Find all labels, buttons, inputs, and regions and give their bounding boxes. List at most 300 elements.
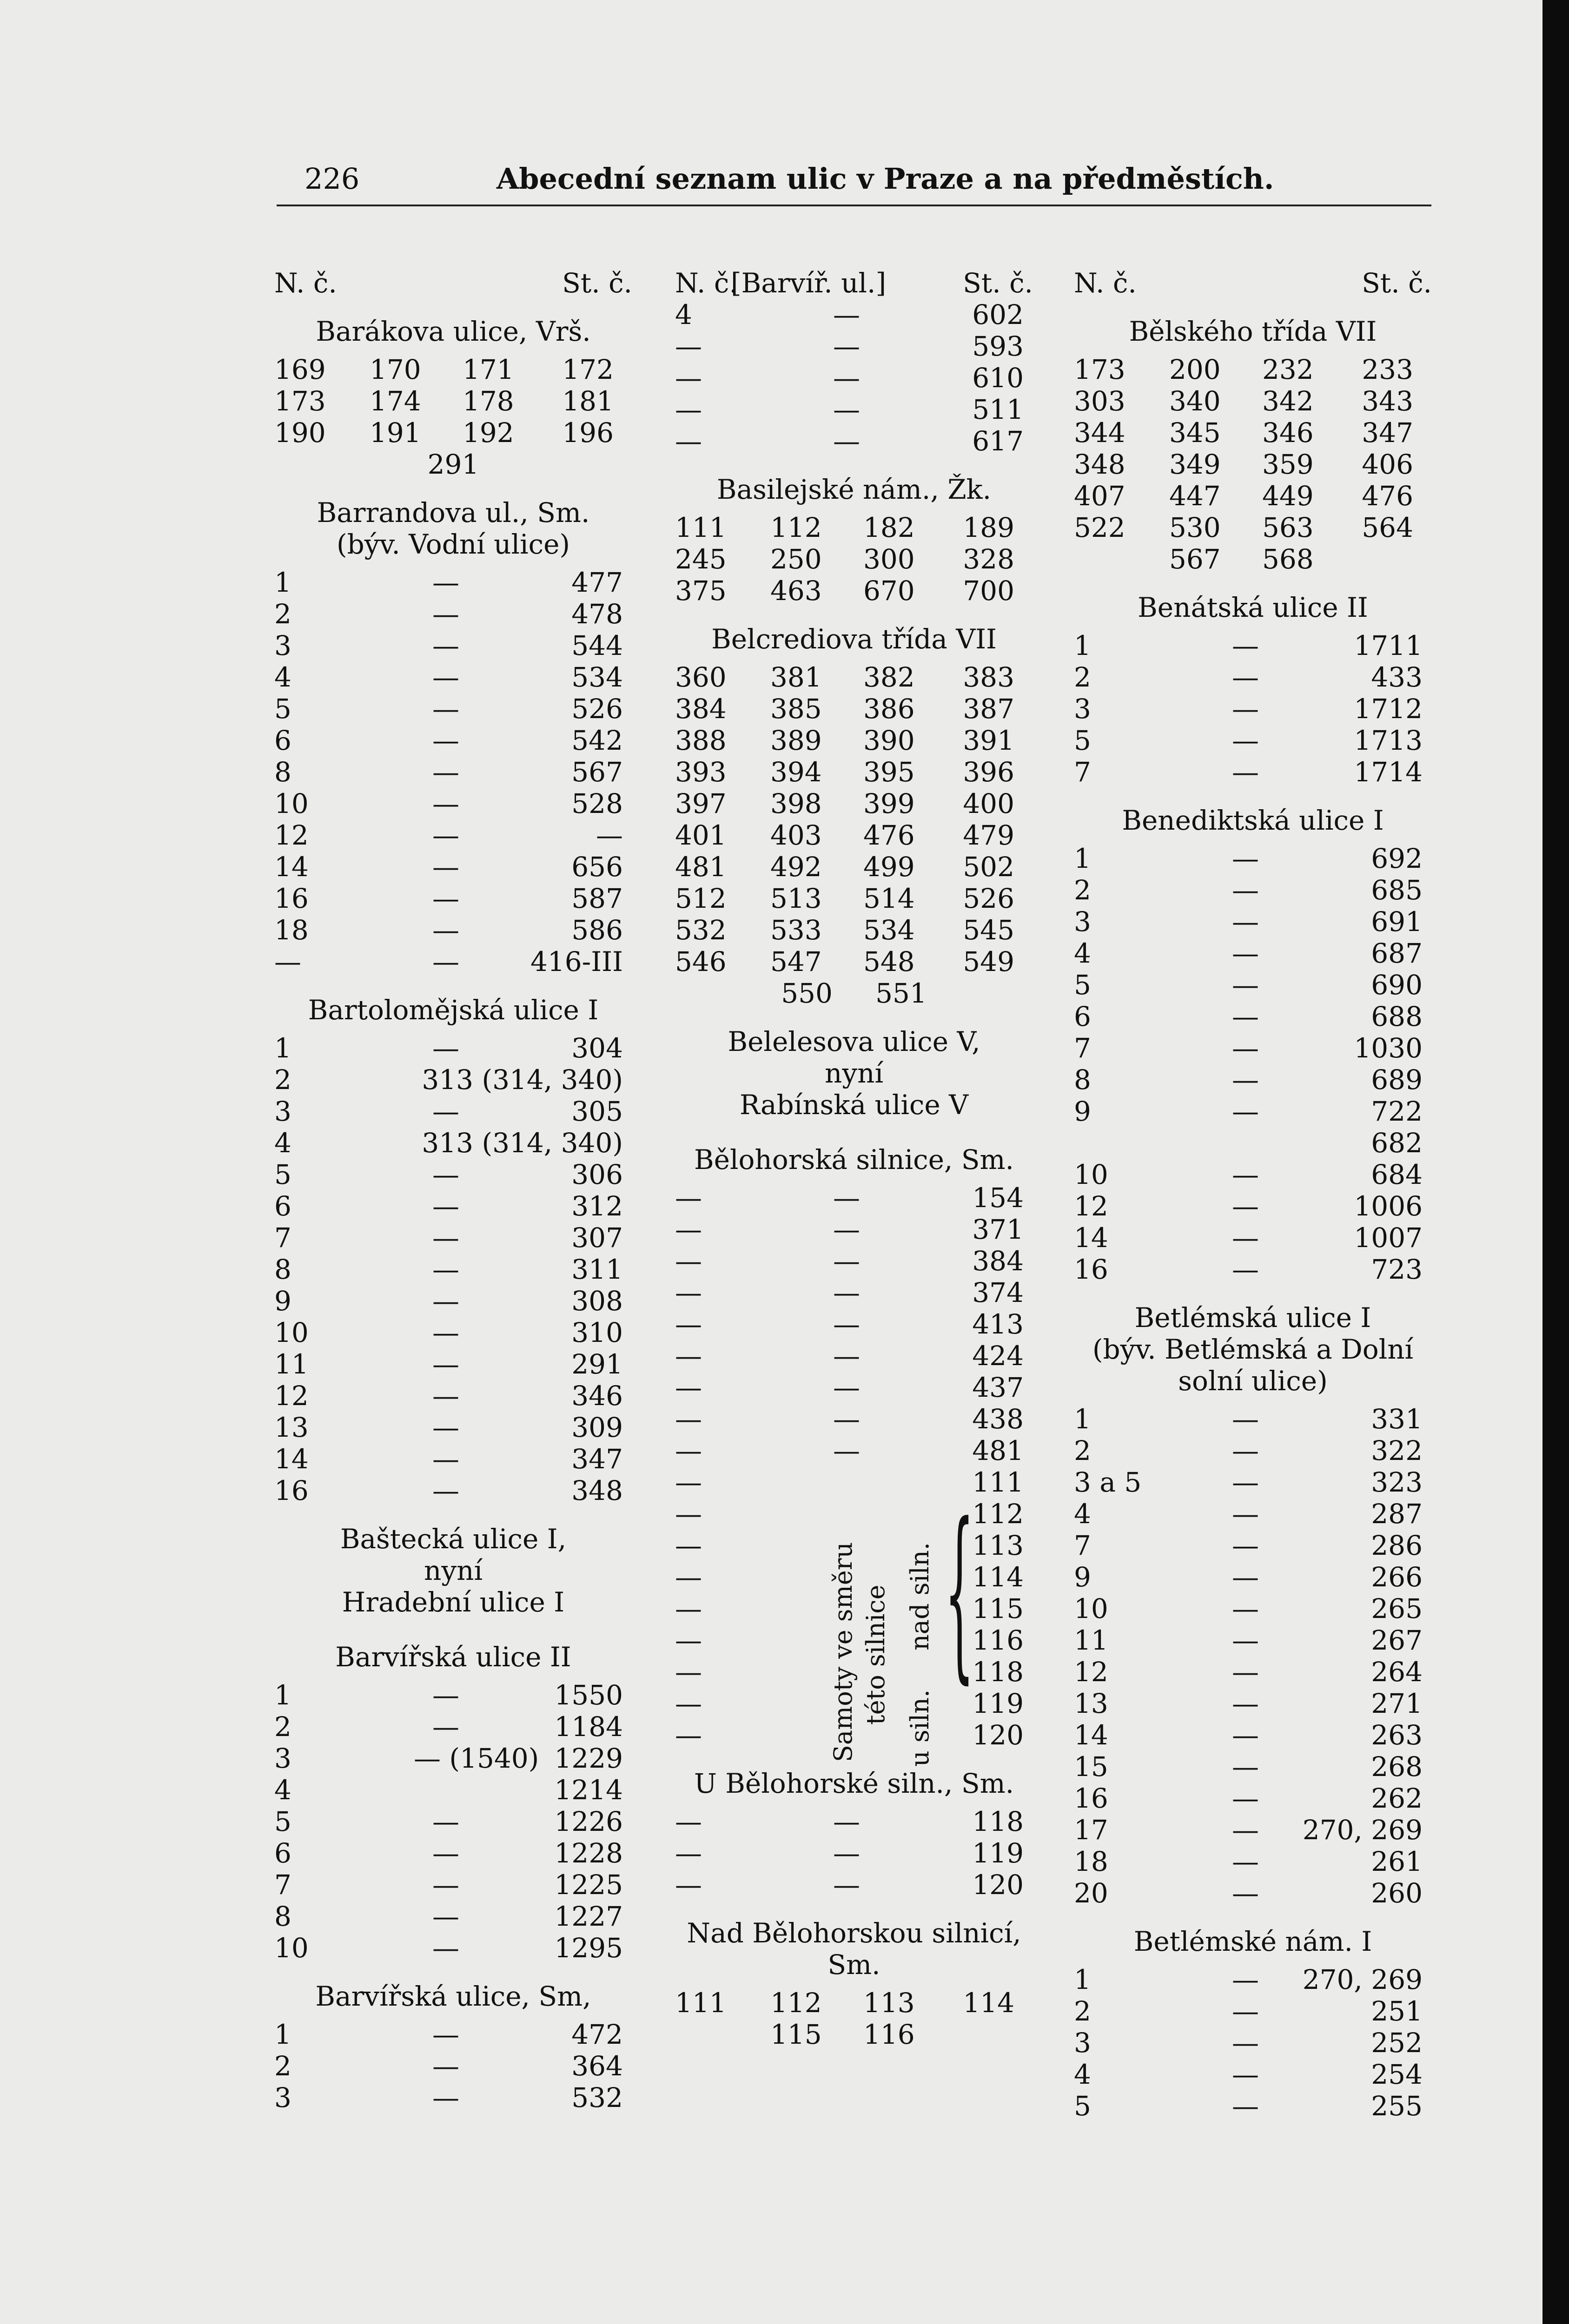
- old-number: 586: [571, 914, 623, 946]
- spacer: [274, 560, 632, 567]
- new-number: 2: [1074, 661, 1091, 693]
- new-number: 9: [1074, 1561, 1091, 1593]
- house-number: 381: [770, 661, 822, 693]
- street-name: Basilejské nám., Žk.: [716, 474, 992, 505]
- old-number: 438: [972, 1403, 1024, 1435]
- old-number: 270, 269: [1302, 1964, 1423, 1995]
- old-number: 1228: [554, 1837, 623, 1869]
- house-number: 388: [675, 725, 727, 756]
- dash-cell: —: [833, 362, 860, 394]
- new-number: 5: [1074, 969, 1091, 1001]
- old-number: 424: [972, 1340, 1024, 1372]
- table-row: [274, 1222, 632, 1254]
- old-number: 312: [571, 1190, 623, 1222]
- old-number: 1030: [1354, 1032, 1423, 1064]
- house-number: 345: [1169, 417, 1221, 449]
- house-number: 190: [274, 417, 326, 449]
- table-row: [1074, 1403, 1432, 1435]
- table-row: [1074, 1064, 1432, 1096]
- new-number: —: [675, 1719, 702, 1751]
- head-stc: St. č.: [1362, 267, 1432, 299]
- number-row: [274, 354, 632, 385]
- new-number: 8: [274, 1901, 291, 1932]
- old-number: 437: [972, 1372, 1024, 1403]
- old-number: 687: [1371, 938, 1423, 969]
- house-number: 348: [1074, 449, 1125, 480]
- number-row: [675, 575, 1033, 607]
- page-number: 226: [305, 162, 360, 196]
- table-row: [274, 1932, 632, 1964]
- old-number: 656: [571, 851, 623, 883]
- dash-cell: —: [1232, 1403, 1259, 1435]
- table-row: [274, 2082, 632, 2113]
- old-number: 433: [1371, 661, 1423, 693]
- house-number: 111: [675, 512, 727, 543]
- dash-cell: —: [432, 883, 459, 914]
- house-number: 399: [863, 788, 915, 819]
- table-row: [1074, 2027, 1432, 2059]
- old-number: 260: [1371, 1877, 1423, 1909]
- new-number: —: [675, 1214, 702, 1245]
- spacer: [274, 1026, 632, 1032]
- table-row: [675, 1435, 1033, 1466]
- street-name: Bělohorská silnice, Sm.: [694, 1144, 1014, 1175]
- table-row: [274, 1475, 632, 1506]
- old-number: 264: [1371, 1656, 1423, 1688]
- street-note: (býv. Betlémská a Dolní: [1092, 1334, 1414, 1365]
- street-section: [675, 1144, 1033, 1767]
- dash-cell: —: [432, 1317, 459, 1348]
- old-number: 688: [1371, 1001, 1423, 1032]
- dash-cell: —: [432, 1222, 459, 1254]
- new-number: —: [675, 1182, 702, 1214]
- old-number: 534: [571, 661, 623, 693]
- table-row: [274, 946, 632, 977]
- old-number: 286: [1371, 1530, 1423, 1561]
- old-number: 120: [972, 1719, 1024, 1751]
- house-number: 191: [370, 417, 421, 449]
- dash-cell: —: [833, 1214, 860, 1245]
- table-row: [1074, 1001, 1432, 1032]
- table-row: [1074, 1435, 1432, 1466]
- new-number: 3: [1074, 2027, 1091, 2059]
- new-number: 8: [1074, 1064, 1091, 1096]
- table-row: [1074, 1498, 1432, 1530]
- house-number: 526: [963, 883, 1014, 914]
- column-1: [274, 267, 632, 2113]
- street-note: nyní: [424, 1555, 483, 1586]
- new-number: 3: [1074, 906, 1091, 938]
- spacer: [274, 2012, 632, 2019]
- old-number: 364: [571, 2050, 623, 2082]
- old-number: 119: [972, 1837, 1024, 1869]
- dash-cell: —: [432, 1190, 459, 1222]
- table-row: [1074, 1656, 1432, 1688]
- table-row: [1074, 1096, 1432, 1127]
- new-number: —: [675, 1340, 702, 1372]
- dash-cell: —: [1232, 1032, 1259, 1064]
- spacer: [274, 347, 632, 354]
- table-row: [1074, 1593, 1432, 1624]
- dash-cell: —: [1232, 1877, 1259, 1909]
- house-number: 406: [1362, 449, 1413, 480]
- table-row: [274, 1159, 632, 1190]
- dash-cell: —: [432, 946, 459, 977]
- house-number: 340: [1169, 385, 1221, 417]
- spacer: [1074, 1957, 1432, 1964]
- dash-cell: —: [833, 299, 860, 330]
- house-number-center: 291: [427, 449, 479, 480]
- house-number: 481: [675, 851, 727, 883]
- dash-cell: —: [833, 1182, 860, 1214]
- header-rule: [277, 205, 1431, 206]
- dash-cell: —: [1232, 1561, 1259, 1593]
- table-row: [274, 1743, 632, 1774]
- spacer: [675, 1175, 1033, 1182]
- number-row: [274, 417, 632, 449]
- old-number: 567: [571, 756, 623, 788]
- table-row: [675, 1277, 1033, 1308]
- old-number: 268: [1371, 1751, 1423, 1783]
- new-number: 4: [274, 1774, 291, 1806]
- dash-cell: —: [432, 2019, 459, 2050]
- street-section: [274, 1523, 632, 1624]
- dash-cell: —: [1232, 1435, 1259, 1466]
- table-row: [1074, 938, 1432, 969]
- dash-cell: —: [1232, 2090, 1259, 2122]
- house-number-center: 550 551: [781, 977, 927, 1009]
- new-number: 4: [675, 299, 692, 330]
- number-row: [675, 2019, 1033, 2050]
- dash-cell: —: [432, 1869, 459, 1901]
- new-number: 20: [1074, 1877, 1108, 1909]
- old-number: 305: [571, 1096, 623, 1127]
- number-row: [274, 385, 632, 417]
- old-number: 1295: [554, 1932, 623, 1964]
- new-number: 10: [274, 1317, 309, 1348]
- house-number: 114: [963, 1987, 1014, 2019]
- old-number: 542: [571, 725, 623, 756]
- street-section: [675, 299, 1033, 457]
- street-note: Rabínská ulice V: [739, 1089, 969, 1121]
- table-row: [1074, 1719, 1432, 1751]
- table-row: [1074, 2090, 1432, 2122]
- new-number: 3: [274, 630, 291, 661]
- dash-cell: —: [432, 567, 459, 598]
- table-row: [274, 1190, 632, 1222]
- dash-cell: —: [432, 630, 459, 661]
- street-section: [274, 1641, 632, 1964]
- table-row: [274, 1064, 632, 1096]
- dash-cell: —: [432, 851, 459, 883]
- street-section: [1074, 592, 1432, 788]
- old-number: 115: [972, 1593, 1024, 1624]
- new-number: 10: [1074, 1593, 1108, 1624]
- new-number: 1: [274, 1679, 291, 1711]
- table-row: [675, 1806, 1033, 1837]
- table-row: [274, 725, 632, 756]
- dash-cell: —: [432, 1901, 459, 1932]
- new-number: 8: [274, 756, 291, 788]
- old-number: 308: [571, 1285, 623, 1317]
- table-row: [1074, 1466, 1432, 1498]
- new-number: 7: [1074, 1530, 1091, 1561]
- new-number: —: [675, 1403, 702, 1435]
- new-number: 6: [1074, 1001, 1091, 1032]
- dash-cell: —: [1232, 1593, 1259, 1624]
- house-number: 396: [963, 756, 1014, 788]
- new-number: 5: [1074, 725, 1091, 756]
- house-number: 403: [770, 819, 822, 851]
- new-number: 17: [1074, 1814, 1108, 1846]
- new-number: 3: [274, 2082, 291, 2113]
- house-number: 546: [675, 946, 727, 977]
- dash-cell: —: [1232, 1964, 1259, 1995]
- new-number: —: [675, 394, 702, 425]
- house-number: 395: [863, 756, 915, 788]
- old-number: 1007: [1354, 1222, 1423, 1254]
- house-number: 245: [675, 543, 727, 575]
- street-name: Bartolomějská ulice I: [308, 994, 599, 1026]
- dash-cell: —: [1232, 725, 1259, 756]
- old-number: 111: [972, 1466, 1024, 1498]
- new-number: 2: [274, 1711, 291, 1743]
- table-row: [274, 1806, 632, 1837]
- old-number: 323: [1371, 1466, 1423, 1498]
- old-number: 309: [571, 1412, 623, 1443]
- old-number: 1714: [1354, 756, 1423, 788]
- old-number: 114: [972, 1561, 1024, 1593]
- side-note: u siln.: [905, 1689, 934, 1767]
- dash-cell: —: [432, 1254, 459, 1285]
- table-row: [1074, 1688, 1432, 1719]
- dash-cell: —: [1232, 938, 1259, 969]
- table-row: [274, 661, 632, 693]
- table-row: [274, 756, 632, 788]
- new-number: —: [675, 1498, 702, 1530]
- street-section: [675, 474, 1033, 607]
- number-row: [675, 512, 1033, 543]
- new-number: —: [274, 946, 301, 977]
- new-number: 12: [1074, 1656, 1108, 1688]
- number-row: [1074, 354, 1432, 385]
- house-number: 533: [770, 914, 822, 946]
- table-row: [274, 1837, 632, 1869]
- new-number: 16: [274, 1475, 309, 1506]
- dash-cell: —: [432, 1711, 459, 1743]
- number-row: [675, 661, 1033, 693]
- old-number: 723: [1371, 1254, 1423, 1285]
- new-number: —: [675, 1435, 702, 1466]
- house-number: 115: [770, 2019, 822, 2050]
- new-number: 11: [1074, 1624, 1108, 1656]
- street-name: Barvířská ulice II: [335, 1641, 571, 1673]
- table-row: [675, 1837, 1033, 1869]
- spacer: [274, 1618, 632, 1624]
- new-number: 2: [1074, 1435, 1091, 1466]
- street-note: Sm.: [828, 1949, 880, 1981]
- table-row: [274, 1412, 632, 1443]
- street-name: Barrandova ul., Sm.: [317, 497, 590, 528]
- number-row: [1074, 385, 1432, 417]
- house-number: 189: [963, 512, 1014, 543]
- old-number: 271: [1371, 1688, 1423, 1719]
- old-number: 263: [1371, 1719, 1423, 1751]
- table-row: [1074, 1964, 1432, 1995]
- new-number: 7: [1074, 1032, 1091, 1064]
- table-row: [675, 1245, 1033, 1277]
- table-row: [274, 1774, 632, 1806]
- old-number: 266: [1371, 1561, 1423, 1593]
- number-row: [675, 756, 1033, 788]
- number-row: [675, 788, 1033, 819]
- house-number: 200: [1169, 354, 1221, 385]
- table-row: [1074, 1561, 1432, 1593]
- number-row: [1074, 480, 1432, 512]
- new-number: —: [675, 425, 702, 457]
- dash-cell: —: [432, 1679, 459, 1711]
- old-number: 306: [571, 1159, 623, 1190]
- old-number: 1550: [554, 1679, 623, 1711]
- new-number: 1: [1074, 1964, 1091, 1995]
- house-number: 169: [274, 354, 326, 385]
- old-number: 251: [1371, 1995, 1423, 2027]
- house-number: 513: [770, 883, 822, 914]
- dash-cell: —: [833, 1340, 860, 1372]
- table-row: [1074, 630, 1432, 661]
- dash-cell: —: [1232, 630, 1259, 661]
- table-row: [274, 598, 632, 630]
- dash-cell: —: [1232, 1222, 1259, 1254]
- new-number: 4: [1074, 2059, 1091, 2090]
- old-number: 322: [1371, 1435, 1423, 1466]
- new-number: 11: [274, 1348, 309, 1380]
- old-number: 119: [972, 1688, 1024, 1719]
- dash-cell: —: [432, 788, 459, 819]
- house-number: 375: [675, 575, 727, 607]
- house-number: 447: [1169, 480, 1221, 512]
- number-row: [675, 914, 1033, 946]
- new-number: 4: [274, 1127, 291, 1159]
- old-number: 118: [972, 1656, 1024, 1688]
- dash-cell: —: [833, 1403, 860, 1435]
- new-number: —: [675, 1656, 702, 1688]
- new-number: 8: [274, 1254, 291, 1285]
- old-number: 1229: [554, 1743, 623, 1774]
- spacer: [1074, 836, 1432, 843]
- table-row: [675, 1372, 1033, 1403]
- spacer: [675, 1121, 1033, 1127]
- spacer: [675, 1799, 1033, 1806]
- old-number: 118: [972, 1806, 1024, 1837]
- new-number: —: [675, 1308, 702, 1340]
- dash-cell: —: [1232, 1783, 1259, 1814]
- head-nc: N. č.: [274, 267, 337, 299]
- old-number: 692: [1371, 843, 1423, 874]
- dash-cell: —: [833, 425, 860, 457]
- old-number: 154: [972, 1182, 1024, 1214]
- dash-cell: —: [432, 819, 459, 851]
- table-row: [675, 1498, 1033, 1530]
- house-number: 514: [863, 883, 915, 914]
- table-row: [1074, 1814, 1432, 1846]
- house-number: 178: [463, 385, 514, 417]
- table-row: [1074, 843, 1432, 874]
- street-section: [274, 497, 632, 977]
- new-number: —: [675, 1688, 702, 1719]
- number-row: [675, 851, 1033, 883]
- dash-cell: —: [432, 693, 459, 725]
- number-row: [1074, 417, 1432, 449]
- house-number: 173: [274, 385, 326, 417]
- dash-cell: —: [1232, 1656, 1259, 1688]
- old-number: 255: [1371, 2090, 1423, 2122]
- street-name: Baštecká ulice I,: [340, 1523, 567, 1555]
- dash-cell: —: [1232, 1995, 1259, 2027]
- new-number: —: [675, 1277, 702, 1308]
- house-number: 192: [463, 417, 514, 449]
- spacer: [274, 1673, 632, 1679]
- number-row: [675, 819, 1033, 851]
- new-number: 15: [1074, 1751, 1108, 1783]
- old-number: 291: [571, 1348, 623, 1380]
- new-number: 10: [274, 788, 309, 819]
- dash-cell: —: [432, 725, 459, 756]
- dash-cell: —: [1232, 906, 1259, 938]
- old-number: 113: [972, 1530, 1024, 1561]
- street-note: (býv. Vodní ulice): [336, 528, 570, 560]
- house-number: 300: [863, 543, 915, 575]
- old-number: 1184: [554, 1711, 623, 1743]
- dash-cell: —: [1232, 1688, 1259, 1719]
- new-number: —: [675, 1245, 702, 1277]
- dash-cell: —: [1232, 1159, 1259, 1190]
- new-number: 12: [274, 1380, 309, 1412]
- table-row: [675, 394, 1033, 425]
- house-number: 328: [963, 543, 1014, 575]
- dash-cell: —: [833, 1372, 860, 1403]
- table-row: [1074, 1222, 1432, 1254]
- house-number: 530: [1169, 512, 1221, 543]
- house-number: 382: [863, 661, 915, 693]
- dash-cell: —: [432, 598, 459, 630]
- house-number: 548: [863, 946, 915, 977]
- house-number: 407: [1074, 480, 1125, 512]
- table-row: [274, 914, 632, 946]
- house-number: 568: [1262, 543, 1314, 575]
- side-note: Samoty ve směru: [828, 1542, 858, 1762]
- dash-cell: —: [432, 1932, 459, 1964]
- street-section: [675, 1917, 1033, 2050]
- house-number: 111: [675, 1987, 727, 2019]
- table-row: [1074, 1530, 1432, 1561]
- dash-cell: —: [1232, 1254, 1259, 1285]
- new-number: 10: [274, 1932, 309, 1964]
- house-number: 181: [562, 385, 614, 417]
- house-number: 343: [1362, 385, 1413, 417]
- house-number: 549: [963, 946, 1014, 977]
- table-row: [675, 1340, 1033, 1372]
- old-number: 472: [571, 2019, 623, 2050]
- street-name: U Bělohorské siln., Sm.: [694, 1768, 1014, 1799]
- table-row: [1074, 1995, 1432, 2027]
- old-number: 313 (314, 340): [422, 1127, 623, 1159]
- table-row: [675, 1466, 1033, 1498]
- street-name: Barvířská ulice, Sm,: [315, 1981, 591, 2012]
- old-number: 120: [972, 1869, 1024, 1901]
- dash-cell: —: [432, 2050, 459, 2082]
- column-head: [1074, 267, 1432, 299]
